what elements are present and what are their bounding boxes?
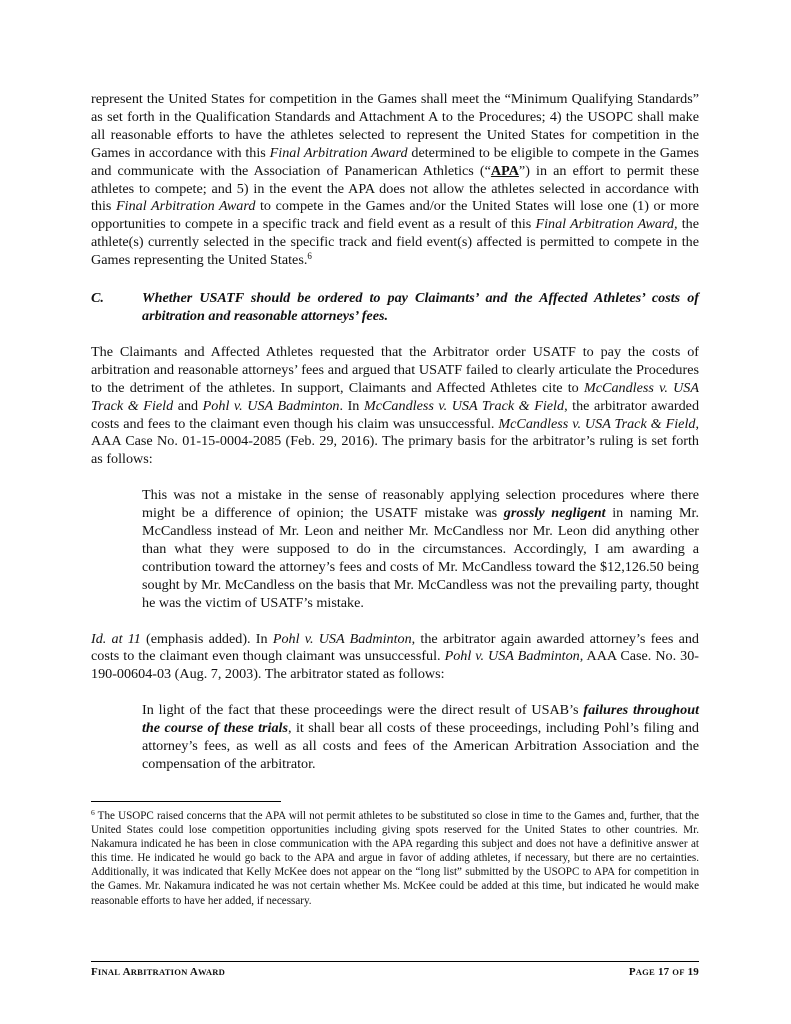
text-run: , AAA Case. No. 30-190-00604-03 (Aug. 7, 2003). The arbitrator stated as follows: [91,648,699,683]
footnote-number: 6 [91,808,95,817]
footer-document-title [91,966,225,978]
text-run: , the arbitrator again awarded attorney’s fees and costs to the claimant even though claimant was unsuccessful. [91,630,699,665]
page-footer [91,966,699,978]
text-run: ”) in an effort to permit these athletes to compete; and 5) in the event the APA does not allow the athletes selected in accordance with this [91,162,699,215]
footer-title-text: FINAL ARBITRATION AWARD [91,966,226,978]
paragraph-continuation [91,91,699,270]
text-run: , it shall bear all costs of these proceedings, including Pohl’s filing and attorney’s fees, as well as all costs and fees of the American Arbitration Association and the compensation of the arbitrator. [142,720,699,772]
footnote-text: The USOPC raised concerns that the APA will not permit athletes to be substituted so close in time to the Games and, further, that the United States could lose competition opportunities including giving spots reserved for the United States to other countries. Mr. Nakamura indicated he has been in close communication with the APA regarding this subject and does not have a definitive answer at this time. He indicated he would go back to the APA and argue in favor of adding athletes, if necessary, but there are no certainties. Additionally, it was indicated that Kelly McKee does not appear on the “long list” submitted by the USOPC to APA for competition in the Games. Mr. Nakamura indicated he was not certain whether Ms. McKee could be added at this time, but indicated he would make reasonable efforts to have her added, if necessary. [91,810,699,907]
text-run: represent the United States for competition in the Games shall meet the “Minimum Qualifying Standards” as set forth in the Qualification Standards and Attachment A to the Procedures; 4) the USOPC shall make all reasonable efforts to have the athletes selected to represent the United States for competition in the Games in accordance with this [91,91,699,161]
section-letter: C. [91,290,104,307]
text-run: and [173,397,203,414]
paragraph-claimants-request [91,344,699,469]
text-run: . In [339,397,364,414]
footer-page-text: PAGE 17 OF 19 [628,966,699,978]
emphasis-text: grossly negligent [503,505,606,522]
block-quote-mccandless [142,487,699,612]
case-citation: McCandless v. USA Track & Field [498,415,696,432]
text-run: (emphasis added). In [140,630,273,647]
text-run: the athlete(s) currently selected in the specific track and field event(s) affected is permitted to compete in the Games representing the United States. [91,216,700,269]
case-citation: McCandless v. USA Track & Field [91,379,699,414]
text-run: This was not a mistake in the sense of reasonably applying selection procedures where there might be a difference of opinion; the USATF mistake was [142,487,699,522]
paragraph-pohl [91,631,699,685]
defined-term-apa: APA [490,162,519,179]
italic-title-ref: Final Arbitration Award, [535,216,678,233]
case-citation: Pohl v. USA Badminton [272,630,412,647]
text-run: In light of the fact that these proceedings were the direct result of USAB’s [142,702,584,719]
text-run: , AAA Case No. 01-15-0004-2085 (Feb. 29, 2016). The primary basis for the arbitrator’s ruling is set forth as follows: [91,415,700,468]
footnote-6 [91,809,699,908]
block-quote-pohl [142,702,699,774]
text-run: The Claimants and Affected Athletes requested that the Arbitrator order USATF to pay the costs of arbitration and reasonable attorneys’ fees and argued that USATF failed to clearly articulate the Procedures to the detriment of the athletes. In support, Claimants and Affected Athletes cite to [91,343,699,396]
footer-page-number [629,966,699,978]
section-heading [91,290,699,326]
case-citation: Pohl v. USA Badminton [444,648,580,665]
document-body [91,91,699,774]
case-citation: McCandless v. USA Track & Field [363,397,565,414]
text-run: to compete in the Games and/or the United States will lose one (1) or more opportunities to compete in a specific track and field event as a result of this [91,198,699,233]
text-run: , the arbitrator awarded costs and fees to the claimant even though his claim was unsuccessful. [91,397,700,432]
citation-id: Id. at 11 [91,630,141,647]
section-title: Whether USATF should be ordered to pay Claimants’ and the Affected Athletes’ costs of arbitration and reasonable attorneys’ fees. [142,290,699,324]
footer-separator [91,961,699,962]
emphasis-text: failures throughout the course of these trials [142,702,699,737]
footnote-separator [91,801,281,802]
italic-title-ref: Final Arbitration Award [116,198,256,215]
text-run: determined to be eligible to compete in the Games and communicate with the Association of Panamerican Athletics (“ [91,144,699,179]
footnote-reference[interactable]: 6 [307,251,312,262]
case-citation: Pohl v. USA Badminton [202,397,340,414]
italic-title-ref: Final Arbitration Award [269,144,408,161]
text-run: in naming Mr. McCandless instead of Mr. Leon and neither Mr. McCandless nor Mr. Leon did anything other than what they were supposed to do in the circumstances. Accordingly, I am awarding a contribution toward the attorney’s fees and costs of Mr. McCandless toward the $12,126.50 being sought by Mr. McCandless on the basis that Mr. McCandless was not the prevailing party, thought he was the victim of USATF’s mistake. [142,505,699,611]
